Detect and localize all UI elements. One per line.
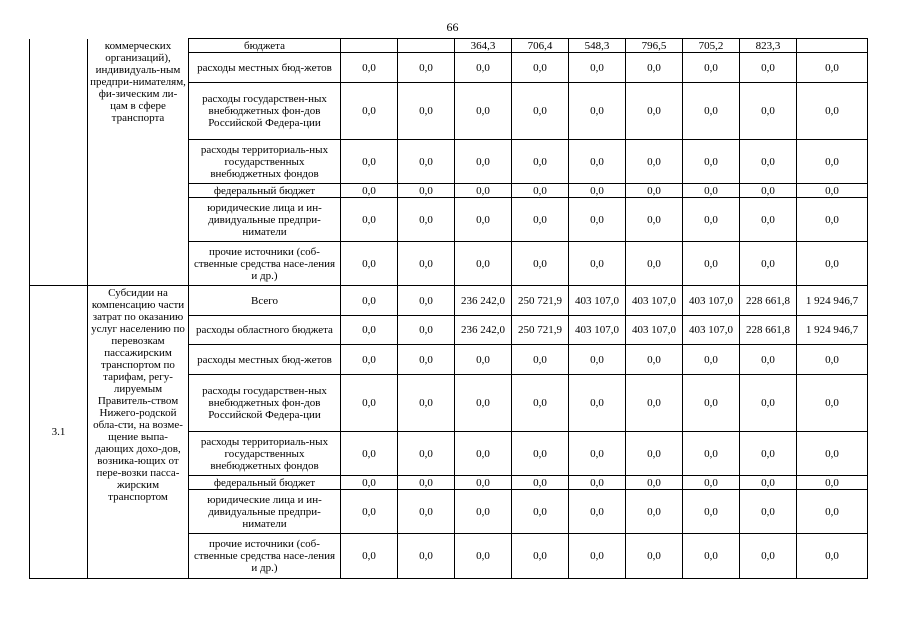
value-cell: 0,0: [569, 184, 626, 198]
value-cell: 0,0: [341, 534, 398, 579]
value-cell: 0,0: [569, 198, 626, 242]
value-cell: 0,0: [455, 140, 512, 184]
value-cell: 0,0: [512, 345, 569, 375]
value-cell: 0,0: [626, 140, 683, 184]
value-cell: 236 242,0: [455, 316, 512, 345]
value-cell: 1 924 946,7: [797, 316, 868, 345]
value-cell: 0,0: [797, 534, 868, 579]
value-cell: 0,0: [683, 345, 740, 375]
value-cell: 0,0: [398, 432, 455, 476]
budget-table: [29, 38, 868, 579]
value-cell: 0,0: [797, 184, 868, 198]
value-cell: 0,0: [455, 375, 512, 432]
value-cell: 0,0: [626, 198, 683, 242]
value-cell: 0,0: [341, 242, 398, 286]
value-cell: 403 107,0: [683, 316, 740, 345]
value-cell: 0,0: [683, 242, 740, 286]
value-cell: 403 107,0: [569, 286, 626, 316]
funding-source: федеральный бюджет: [189, 184, 341, 198]
value-cell: [797, 39, 868, 53]
funding-source: прочие источники (соб-ственные средства насе-ления и др.): [189, 534, 341, 579]
funding-source: расходы местных бюд-жетов: [189, 53, 341, 83]
value-cell: 0,0: [797, 83, 868, 140]
value-cell: 0,0: [569, 242, 626, 286]
value-cell: 0,0: [512, 432, 569, 476]
value-cell: 0,0: [512, 184, 569, 198]
value-cell: 0,0: [683, 375, 740, 432]
section-number: [30, 39, 88, 286]
value-cell: 364,3: [455, 39, 512, 53]
value-cell: 0,0: [569, 432, 626, 476]
value-cell: 0,0: [740, 490, 797, 534]
value-cell: 0,0: [626, 53, 683, 83]
value-cell: 0,0: [626, 184, 683, 198]
value-cell: 0,0: [626, 476, 683, 490]
value-cell: 0,0: [683, 534, 740, 579]
value-cell: 0,0: [683, 53, 740, 83]
value-cell: 250 721,9: [512, 286, 569, 316]
value-cell: 403 107,0: [626, 286, 683, 316]
value-cell: 0,0: [341, 198, 398, 242]
funding-source: бюджета: [189, 39, 341, 53]
table-row: [30, 286, 868, 316]
value-cell: 0,0: [398, 286, 455, 316]
value-cell: 0,0: [341, 83, 398, 140]
value-cell: 0,0: [512, 375, 569, 432]
value-cell: 796,5: [626, 39, 683, 53]
value-cell: 0,0: [398, 490, 455, 534]
value-cell: 0,0: [512, 83, 569, 140]
value-cell: 0,0: [569, 375, 626, 432]
value-cell: 0,0: [341, 476, 398, 490]
value-cell: 403 107,0: [626, 316, 683, 345]
funding-source: расходы областного бюджета: [189, 316, 341, 345]
section-name: Субсидии на компенсацию части затрат по оказанию услуг населению по перевозкам пассажирским транспортом по тарифам, регу-лируемым Правитель-ством Нижего-родской обла-сти, на возме-щение выпа-дающих дохо-дов, возника-ющих от пере-возки пасса-жирским транспортом: [88, 286, 189, 579]
page-number: 66: [446, 20, 459, 34]
value-cell: 250 721,9: [512, 316, 569, 345]
value-cell: 0,0: [740, 432, 797, 476]
value-cell: 0,0: [683, 490, 740, 534]
value-cell: 0,0: [683, 83, 740, 140]
value-cell: 0,0: [683, 140, 740, 184]
value-cell: 0,0: [626, 534, 683, 579]
value-cell: 0,0: [398, 345, 455, 375]
value-cell: 0,0: [569, 476, 626, 490]
value-cell: 0,0: [398, 83, 455, 140]
value-cell: 0,0: [341, 490, 398, 534]
value-cell: 0,0: [455, 534, 512, 579]
value-cell: 0,0: [797, 476, 868, 490]
value-cell: 0,0: [341, 316, 398, 345]
value-cell: 0,0: [512, 476, 569, 490]
value-cell: 0,0: [455, 345, 512, 375]
funding-source: прочие источники (соб-ственные средства насе-ления и др.): [189, 242, 341, 286]
value-cell: 0,0: [797, 345, 868, 375]
value-cell: 0,0: [455, 83, 512, 140]
value-cell: 0,0: [512, 242, 569, 286]
value-cell: 823,3: [740, 39, 797, 53]
value-cell: 0,0: [512, 534, 569, 579]
funding-source: расходы местных бюд-жетов: [189, 345, 341, 375]
value-cell: 0,0: [512, 140, 569, 184]
value-cell: 0,0: [341, 184, 398, 198]
value-cell: 0,0: [683, 476, 740, 490]
value-cell: 0,0: [797, 490, 868, 534]
value-cell: 0,0: [683, 198, 740, 242]
value-cell: 403 107,0: [683, 286, 740, 316]
value-cell: 0,0: [740, 83, 797, 140]
value-cell: 0,0: [569, 345, 626, 375]
value-cell: 0,0: [341, 53, 398, 83]
funding-source: расходы государствен-ных внебюджетных фон-дов Российской Федера-ции: [189, 83, 341, 140]
value-cell: 0,0: [740, 140, 797, 184]
section-name: коммерческих организаций), индивидуаль-ным предпри-нимателям, фи-зическим ли-цам в сфере транспорта: [88, 39, 189, 286]
value-cell: 0,0: [740, 242, 797, 286]
funding-source: расходы территориаль-ных государственных внебюджетных фондов: [189, 140, 341, 184]
value-cell: 403 107,0: [569, 316, 626, 345]
value-cell: 0,0: [341, 286, 398, 316]
value-cell: 0,0: [626, 490, 683, 534]
value-cell: 0,0: [341, 345, 398, 375]
value-cell: 0,0: [740, 476, 797, 490]
value-cell: 0,0: [740, 534, 797, 579]
value-cell: 0,0: [341, 432, 398, 476]
section-number: 3.1: [30, 286, 88, 579]
value-cell: 0,0: [740, 198, 797, 242]
value-cell: 705,2: [683, 39, 740, 53]
value-cell: 0,0: [683, 184, 740, 198]
value-cell: 0,0: [455, 432, 512, 476]
value-cell: 0,0: [797, 432, 868, 476]
value-cell: 0,0: [740, 345, 797, 375]
value-cell: 0,0: [626, 242, 683, 286]
funding-source: расходы государствен-ных внебюджетных фон-дов Российской Федера-ции: [189, 375, 341, 432]
value-cell: 0,0: [512, 53, 569, 83]
value-cell: 0,0: [398, 198, 455, 242]
value-cell: 0,0: [398, 534, 455, 579]
value-cell: 0,0: [398, 375, 455, 432]
value-cell: 1 924 946,7: [797, 286, 868, 316]
value-cell: 0,0: [569, 83, 626, 140]
value-cell: 0,0: [341, 140, 398, 184]
value-cell: [341, 39, 398, 53]
value-cell: 0,0: [398, 316, 455, 345]
value-cell: 0,0: [569, 53, 626, 83]
value-cell: 0,0: [797, 140, 868, 184]
value-cell: 0,0: [626, 345, 683, 375]
table-row: [30, 39, 868, 53]
value-cell: 0,0: [569, 534, 626, 579]
value-cell: 0,0: [341, 375, 398, 432]
value-cell: [398, 39, 455, 53]
value-cell: 0,0: [626, 83, 683, 140]
value-cell: 0,0: [626, 432, 683, 476]
value-cell: 228 661,8: [740, 316, 797, 345]
value-cell: 0,0: [626, 375, 683, 432]
value-cell: 0,0: [797, 53, 868, 83]
value-cell: 0,0: [683, 432, 740, 476]
value-cell: 0,0: [740, 53, 797, 83]
value-cell: 0,0: [797, 242, 868, 286]
value-cell: 0,0: [455, 476, 512, 490]
funding-source: федеральный бюджет: [189, 476, 341, 490]
value-cell: 0,0: [740, 184, 797, 198]
value-cell: 0,0: [740, 375, 797, 432]
value-cell: 0,0: [569, 140, 626, 184]
value-cell: 0,0: [569, 490, 626, 534]
value-cell: 548,3: [569, 39, 626, 53]
value-cell: 0,0: [398, 140, 455, 184]
value-cell: 706,4: [512, 39, 569, 53]
value-cell: 236 242,0: [455, 286, 512, 316]
value-cell: 0,0: [797, 375, 868, 432]
value-cell: 0,0: [398, 184, 455, 198]
value-cell: 0,0: [455, 198, 512, 242]
value-cell: 0,0: [398, 53, 455, 83]
value-cell: 0,0: [455, 242, 512, 286]
value-cell: 0,0: [455, 53, 512, 83]
funding-source: Всего: [189, 286, 341, 316]
value-cell: 228 661,8: [740, 286, 797, 316]
value-cell: 0,0: [512, 490, 569, 534]
value-cell: 0,0: [455, 490, 512, 534]
value-cell: 0,0: [398, 476, 455, 490]
funding-source: юридические лица и ин-дивидуальные предпри-ниматели: [189, 198, 341, 242]
funding-source: юридические лица и ин-дивидуальные предпри-ниматели: [189, 490, 341, 534]
value-cell: 0,0: [398, 242, 455, 286]
value-cell: 0,0: [512, 198, 569, 242]
value-cell: 0,0: [455, 184, 512, 198]
value-cell: 0,0: [797, 198, 868, 242]
funding-source: расходы территориаль-ных государственных внебюджетных фондов: [189, 432, 341, 476]
